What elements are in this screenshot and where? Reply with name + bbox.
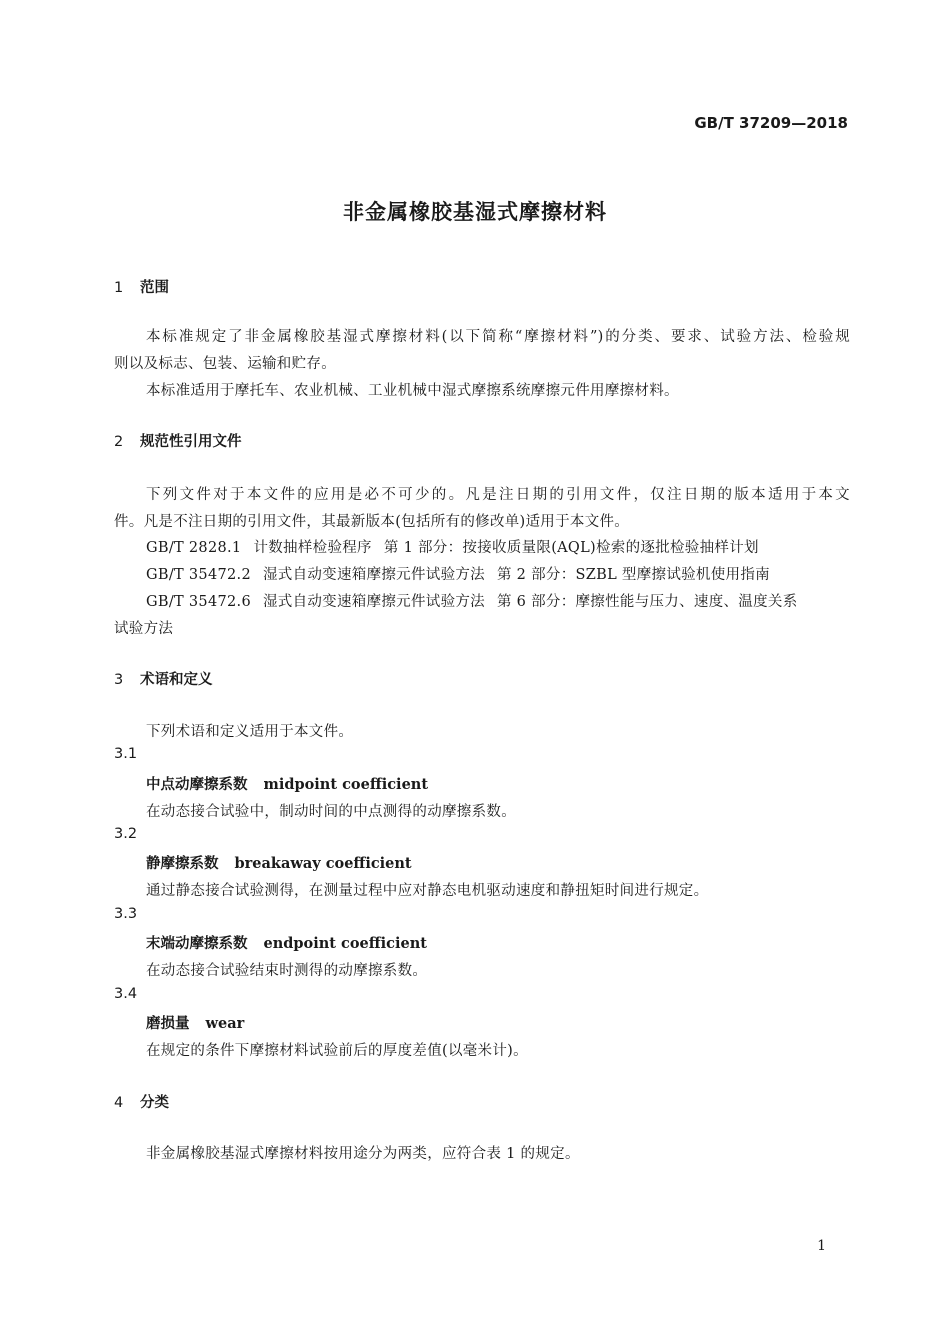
term-en: breakaway coefficient: [234, 855, 412, 872]
paragraph-line: 件。凡是不注日期的引用文件，其最新版本(包括所有的修改单)适用于本文件。: [114, 514, 630, 530]
term-number: 3.4: [114, 986, 138, 1002]
section-heading-2: [114, 430, 242, 451]
section-number: 3: [114, 672, 124, 688]
section-title: 规范性引用文件: [140, 434, 242, 450]
term-en: midpoint coefficient: [263, 776, 429, 793]
section-title: 范围: [140, 280, 169, 296]
section-heading-3: [114, 668, 213, 689]
reference-continuation: 试验方法: [114, 621, 174, 637]
section-heading-4: [114, 1091, 169, 1112]
term-name: [146, 932, 427, 953]
reference-part: 第 6 部分：摩擦性能与压力、速度、温度关系: [496, 594, 798, 610]
standard-code: GB/T 37209—2018: [694, 114, 848, 132]
term-zh: 磨损量: [146, 1016, 190, 1032]
paragraph-line: 本标准规定了非金属橡胶基湿式摩擦材料(以下简称“摩擦材料”)的分类、要求、试验方法、检验规: [146, 329, 850, 345]
reference-item: [146, 536, 759, 557]
reference-part: 第 2 部分：SZBL 型摩擦试验机使用指南: [496, 567, 770, 583]
term-zh: 中点动摩擦系数: [146, 777, 248, 793]
reference-code: GB/T 35472.2: [146, 567, 251, 583]
paragraph-line: 下列文件对于本文件的应用是必不可少的。凡是注日期的引用文件，仅注日期的版本适用于本文: [146, 487, 850, 503]
term-number: 3.2: [114, 826, 138, 842]
term-zh: 末端动摩擦系数: [146, 936, 248, 952]
reference-title: 湿式自动变速箱摩擦元件试验方法: [262, 594, 485, 610]
paragraph-line: 本标准适用于摩托车、农业机械、工业机械中湿式摩擦系统摩擦元件用摩擦材料。: [146, 383, 679, 399]
reference-code: GB/T 2828.1: [146, 540, 242, 556]
term-number: 3.3: [114, 906, 138, 922]
term-definition: 在动态接合试验结束时测得的动摩擦系数。: [146, 963, 428, 979]
section-number: 1: [114, 280, 124, 296]
reference-part: 第 1 部分：按接收质量限(AQL)检索的逐批检验抽样计划: [383, 540, 759, 556]
section-title: 分类: [140, 1095, 169, 1111]
term-en: wear: [205, 1015, 245, 1032]
section-title: 术语和定义: [140, 672, 213, 688]
term-name: [146, 852, 412, 873]
paragraph-line: 则以及标志、包装、运输和贮存。: [114, 356, 336, 372]
reference-item: [146, 590, 798, 611]
reference-item: [146, 563, 770, 584]
document-title: 非金属橡胶基湿式摩擦材料: [343, 200, 607, 224]
section-number: 2: [114, 434, 124, 450]
paragraph-line: 非金属橡胶基湿式摩擦材料按用途分为两类，应符合表 1 的规定。: [146, 1146, 580, 1162]
reference-code: GB/T 35472.6: [146, 594, 251, 610]
section-number: 4: [114, 1095, 124, 1111]
reference-title: 计数抽样检验程序: [253, 540, 372, 556]
term-definition: 通过静态接合试验测得，在测量过程中应对静态电机驱动速度和静扭矩时间进行规定。: [146, 883, 709, 899]
term-zh: 静摩擦系数: [146, 856, 219, 872]
term-en: endpoint coefficient: [263, 935, 427, 952]
term-number: 3.1: [114, 746, 138, 762]
reference-title: 湿式自动变速箱摩擦元件试验方法: [262, 567, 485, 583]
term-definition: 在规定的条件下摩擦材料试验前后的厚度差值(以毫米计)。: [146, 1043, 528, 1059]
term-name: [146, 1012, 244, 1033]
section-heading-1: [114, 276, 169, 297]
term-name: [146, 773, 428, 794]
page-number: 1: [817, 1238, 826, 1254]
section-intro: 下列术语和定义适用于本文件。: [146, 724, 354, 740]
term-definition: 在动态接合试验中，制动时间的中点测得的动摩擦系数。: [146, 804, 516, 820]
